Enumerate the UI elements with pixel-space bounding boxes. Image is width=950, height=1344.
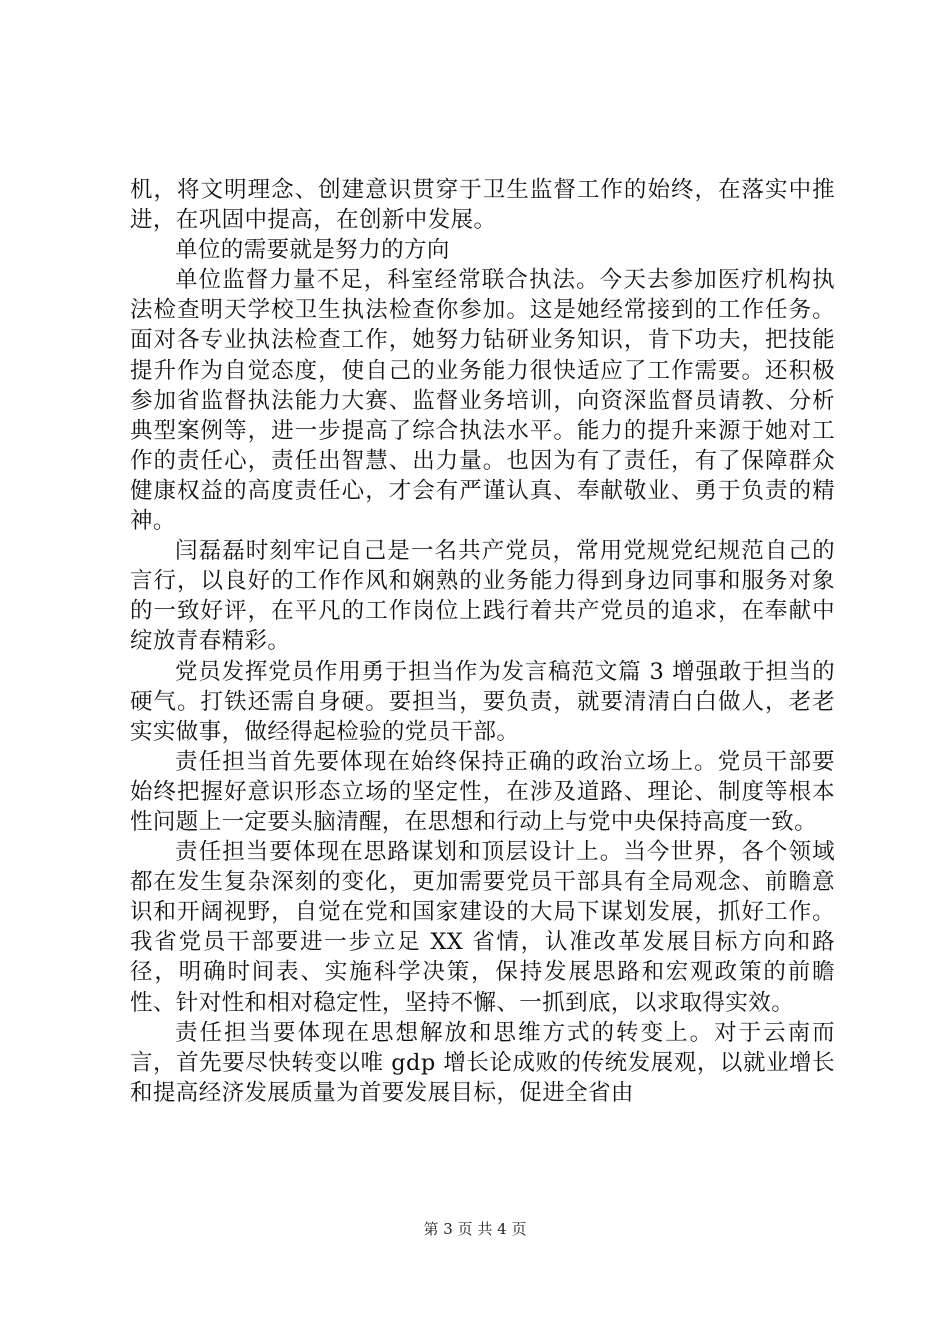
- paragraph: 责任担当要体现在思路谋划和顶层设计上。当今世界，各个领域都在发生复杂深刻的变化，更加需要党员干部具有全局观念、前瞻意识和开阔视野，自觉在党和国家建设的大局下谋划发展，抓好工作。我省党员干部要进一步立足 XX 省情，认准改革发展目标方向和路径，明确时间表、实施科学决策，保持发展思路和宏观政策的前瞻性、针对性和相对稳定性，坚持不懈、一抓到底，以求取得实效。: [130, 839, 835, 1016]
- paragraph: 责任担当首先要体现在始终保持正确的政治立场上。党员干部要始终把握好意识形态立场的坚定性，在涉及道路、理论、制度等根本性问题上一定要头脑清醒，在思想和行动上与党中央保持高度一致。: [130, 748, 835, 835]
- page-number-footer: 第 3 页 共 4 页: [423, 1220, 527, 1238]
- paragraph: 单位监督力量不足，科室经常联合执法。今天去参加医疗机构执法检查明天学校卫生执法检查你参加。这是她经常接到的工作任务。面对各专业执法检查工作，她努力钻研业务知识，肯下功夫，把技能提升作为自觉态度，使自己的业务能力很快适应了工作需要。还积极参加省监督执法能力大赛、监督业务培训，向资深监督员请教、分析典型案例等，进一步提高了综合执法水平。能力的提升来源于她对工作的责任心，责任出智慧、出力量。也因为有了责任，有了保障群众健康权益的高度责任心，才会有严谨认真、奉献敬业、勇于负责的精神。: [130, 267, 835, 535]
- section-heading: 单位的需要就是努力的方向: [175, 237, 450, 264]
- paragraph: 闫磊磊时刻牢记自己是一名共产党员，常用党规党纪规范自己的言行，以良好的工作作风和娴熟的业务能力得到身边同事和服务对象的一致好评，在平凡的工作岗位上践行着共产党员的追求，在奉献中绽放青春精彩。: [130, 538, 835, 655]
- paragraph: 责任担当要体现在思想解放和思维方式的转变上。对于云南而言，首先要尽快转变以唯 gdp 增长论成败的传统发展观，以就业增长和提高经济发展质量为首要发展目标，促进全省由: [130, 1019, 835, 1106]
- document-body: [130, 175, 835, 1108]
- paragraph: 党员发挥党员作用勇于担当作为发言稿范文篇 3 增强敢于担当的硬气。打铁还需自身硬。要担当，要负责，就要清清白白做人，老老实实做事，做经得起检验的党员干部。: [130, 658, 835, 745]
- paragraph: 机，将文明理念、创建意识贯穿于卫生监督工作的始终，在落实中推进，在巩固中提高，在创新中发展。: [130, 177, 835, 234]
